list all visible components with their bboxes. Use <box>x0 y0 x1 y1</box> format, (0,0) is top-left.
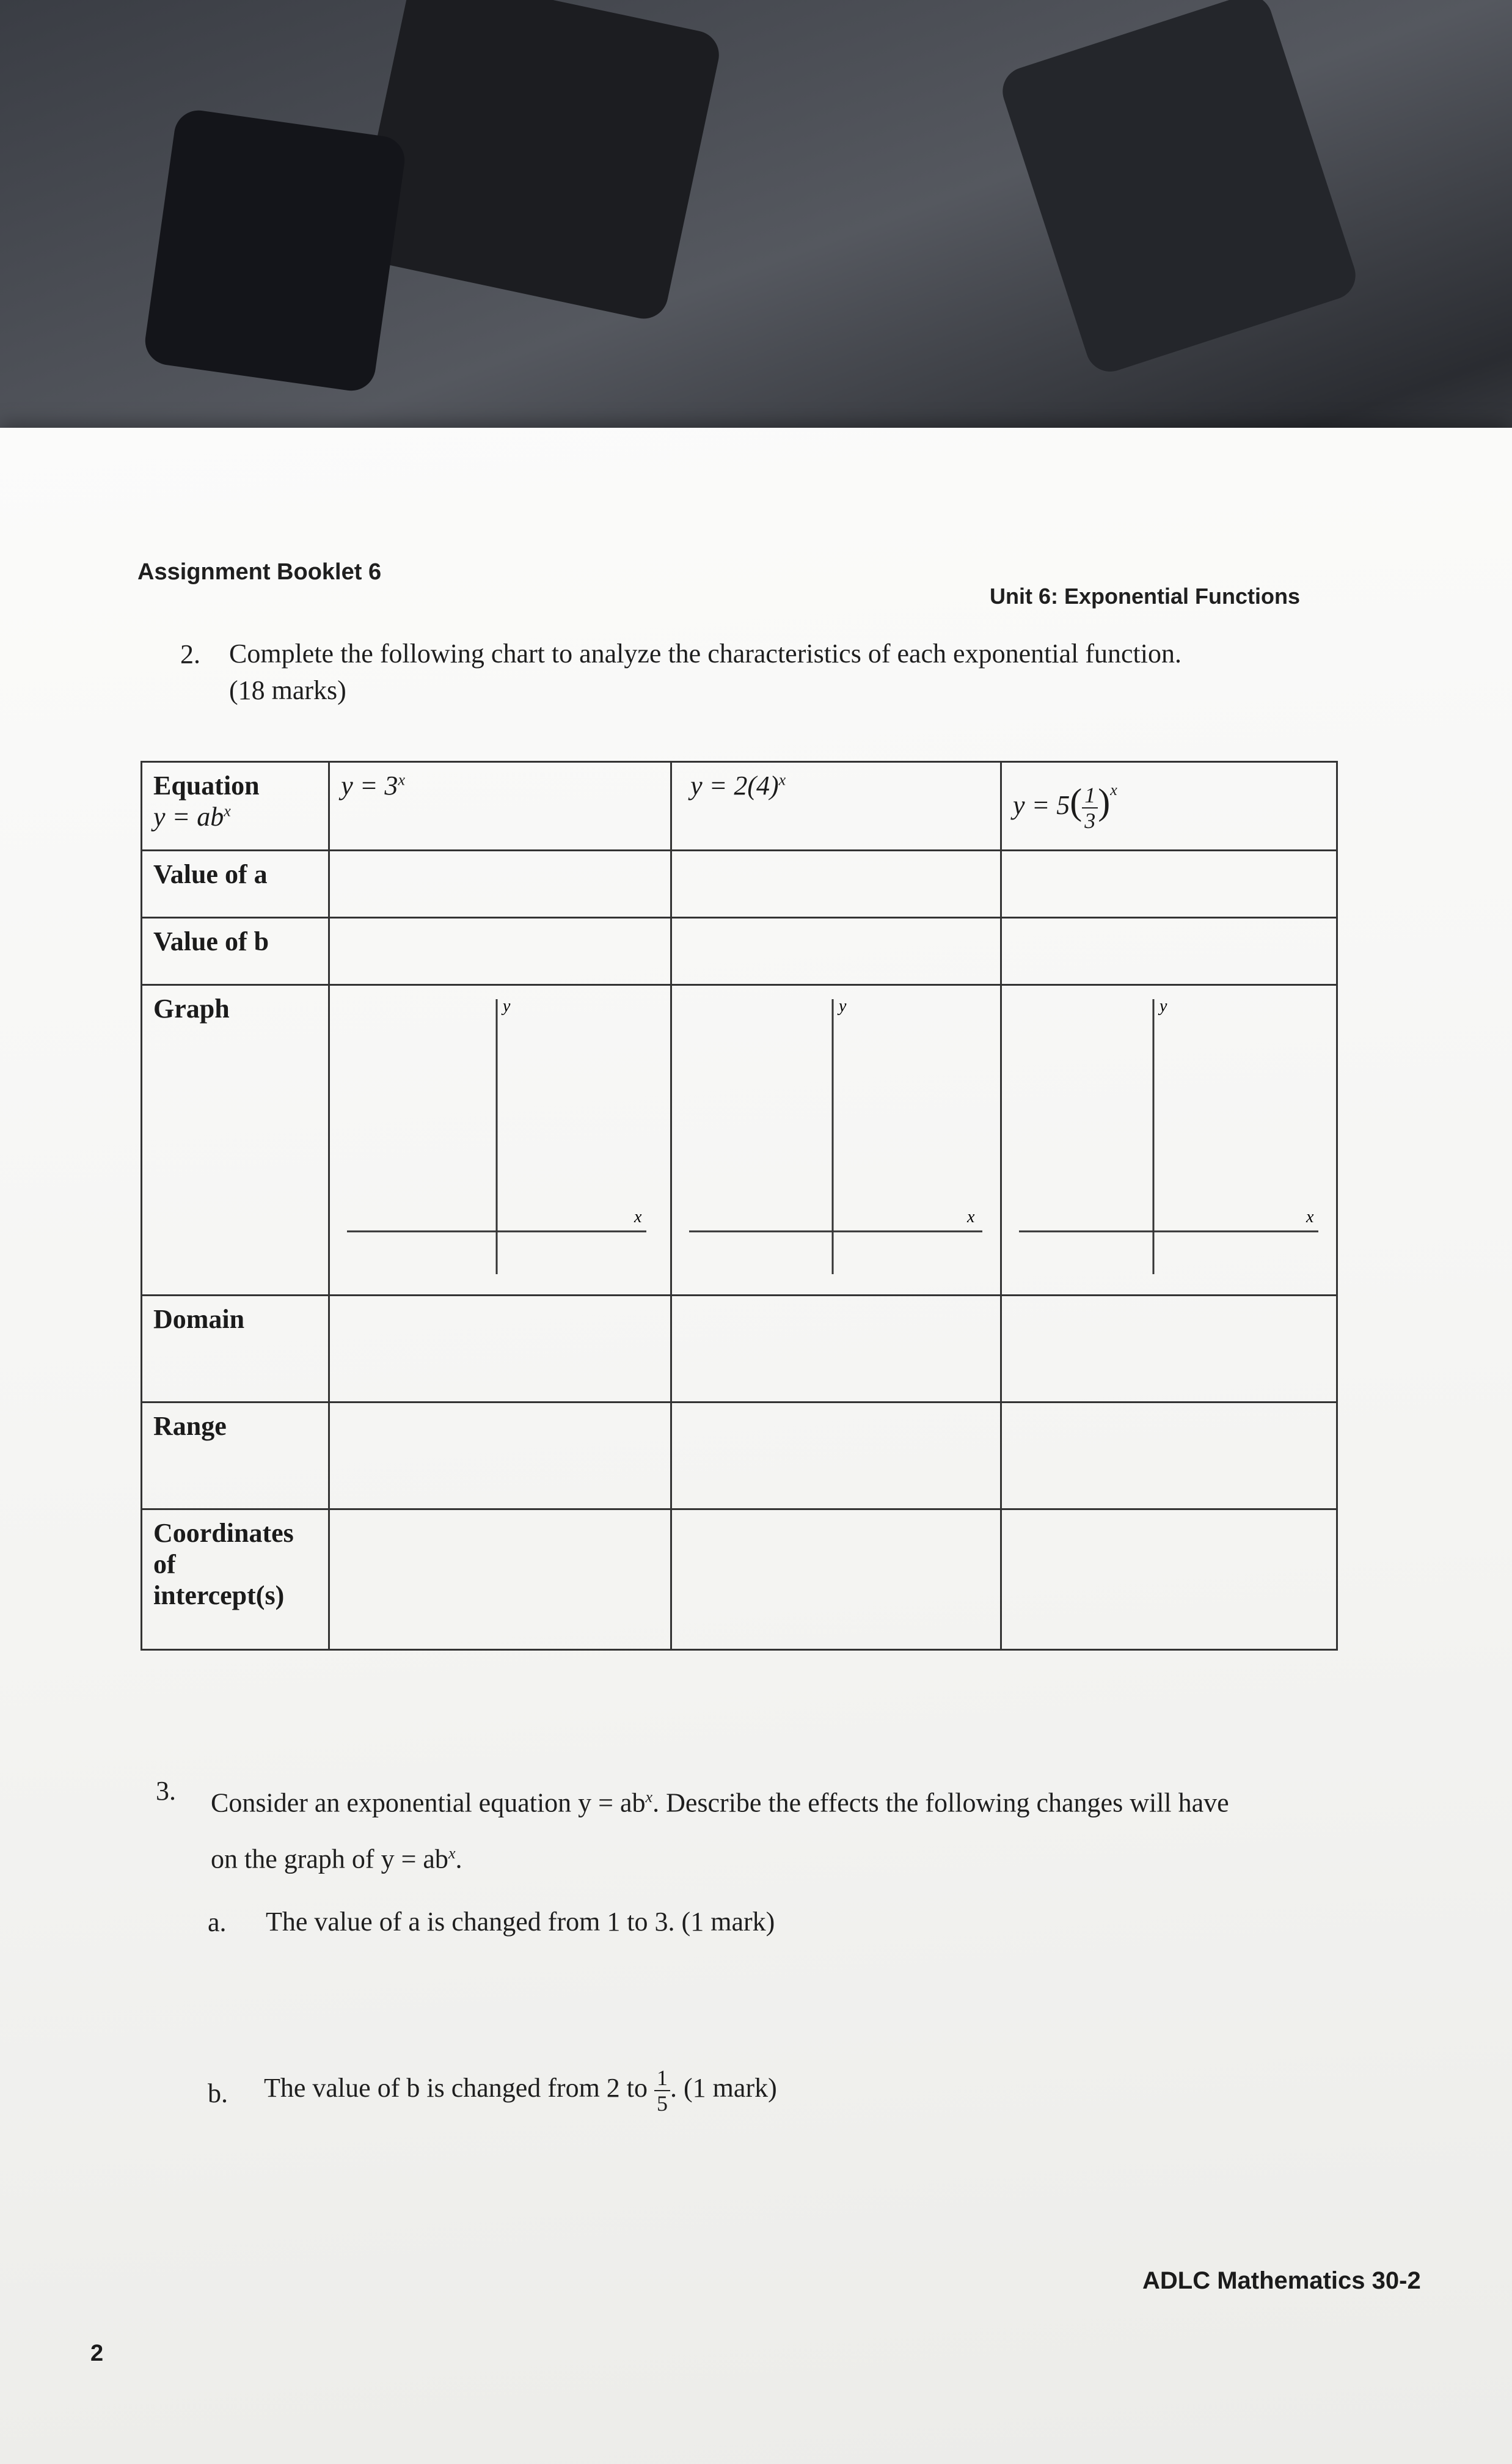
range-cell-1[interactable] <box>329 1402 671 1509</box>
equation-3-cell: y = 5( $\frac{1}{3}$ )$^x$ <box>1001 762 1337 851</box>
intercepts-cell-1[interactable] <box>329 1509 671 1650</box>
question-3-text: Consider an exponential equation $y = ab^x$. Describe the effects the following changes will have on the graph of $y = ab^x$. <box>211 1788 1229 1874</box>
analysis-chart <box>141 761 1338 1651</box>
question-2-instruction: Complete the following chart to analyze the characteristics of each exponential function. <box>229 639 1181 669</box>
x-axis-label: x <box>634 1208 642 1226</box>
range-label: Range <box>142 1402 329 1509</box>
x-axis-label: x <box>1306 1208 1314 1226</box>
graph-axes-3 <box>1013 993 1324 1280</box>
equation-3-fraction: $\frac{1}{3}$ <box>1082 783 1098 833</box>
domain-cell-3[interactable] <box>1001 1296 1337 1402</box>
question-3b-label: b. <box>208 2078 228 2108</box>
value-a-cell-2[interactable] <box>671 851 1001 918</box>
range-cell-2[interactable] <box>671 1402 1001 1509</box>
question-3a-text: The value of a is changed from 1 to 3. (1 mark) <box>266 1907 775 1937</box>
question-2-number: 2. <box>180 639 200 669</box>
graph-cell-3[interactable] <box>1001 985 1337 1296</box>
y-axis-label: y <box>503 997 511 1016</box>
equation-3: y = 5 <box>1013 790 1070 820</box>
page-number: 2 <box>90 2341 104 2366</box>
equation-header: Equation <box>153 771 260 801</box>
equation-header-cell <box>142 762 329 851</box>
graph-axes-2 <box>683 993 988 1280</box>
value-b-cell-1[interactable] <box>329 918 671 985</box>
x-axis-label: x <box>967 1208 975 1226</box>
equation-2-cell: $y = 2(4)^x$ <box>671 762 1001 851</box>
domain-cell-2[interactable] <box>671 1296 1001 1402</box>
graph-cell-1[interactable] <box>329 985 671 1296</box>
b-fraction: $\frac{1}{5}$ <box>654 2066 670 2116</box>
question-3b-text: The value of b is changed from 2 to $\frac{1}{5}$ . (1 mark) <box>264 2066 777 2116</box>
y-axis-label: y <box>1160 997 1167 1016</box>
value-a-cell-1[interactable] <box>329 851 671 918</box>
value-b-cell-2[interactable] <box>671 918 1001 985</box>
booklet-title: Assignment Booklet 6 <box>137 559 382 585</box>
domain-label: Domain <box>142 1296 329 1402</box>
graph-cell-2[interactable] <box>671 985 1001 1296</box>
equation-1-cell: $y = 3^x$ <box>329 762 671 851</box>
background-object <box>142 108 408 394</box>
question-3a-label: a. <box>208 1907 227 1937</box>
equation-1: y = 3 <box>341 771 398 801</box>
value-a-cell-3[interactable] <box>1001 851 1337 918</box>
intercepts-label: Coordinates of intercept(s) <box>142 1509 329 1650</box>
footer-course: ADLC Mathematics 30-2 <box>1142 2267 1421 2294</box>
background-object <box>352 0 723 323</box>
equation-2: y = 2(4) <box>690 771 779 801</box>
intercepts-cell-3[interactable] <box>1001 1509 1337 1650</box>
question-3-number: 3. <box>156 1776 176 1806</box>
question-2-text <box>229 636 1268 709</box>
value-b-label: Value of b <box>142 918 329 985</box>
domain-cell-1[interactable] <box>329 1296 671 1402</box>
paper-sheet <box>0 428 1512 2464</box>
unit-title: Unit 6: Exponential Functions <box>990 584 1301 609</box>
intercepts-cell-2[interactable] <box>671 1509 1001 1650</box>
value-a-label: Value of a <box>142 851 329 918</box>
question-2-marks: (18 marks) <box>229 675 346 705</box>
graph-label: Graph <box>142 985 329 1296</box>
range-cell-3[interactable] <box>1001 1402 1337 1509</box>
general-equation: $y = ab^x$ <box>153 802 231 832</box>
value-b-cell-3[interactable] <box>1001 918 1337 985</box>
y-axis-label: y <box>839 997 847 1016</box>
background-object <box>996 0 1362 378</box>
graph-axes-1 <box>341 993 659 1280</box>
